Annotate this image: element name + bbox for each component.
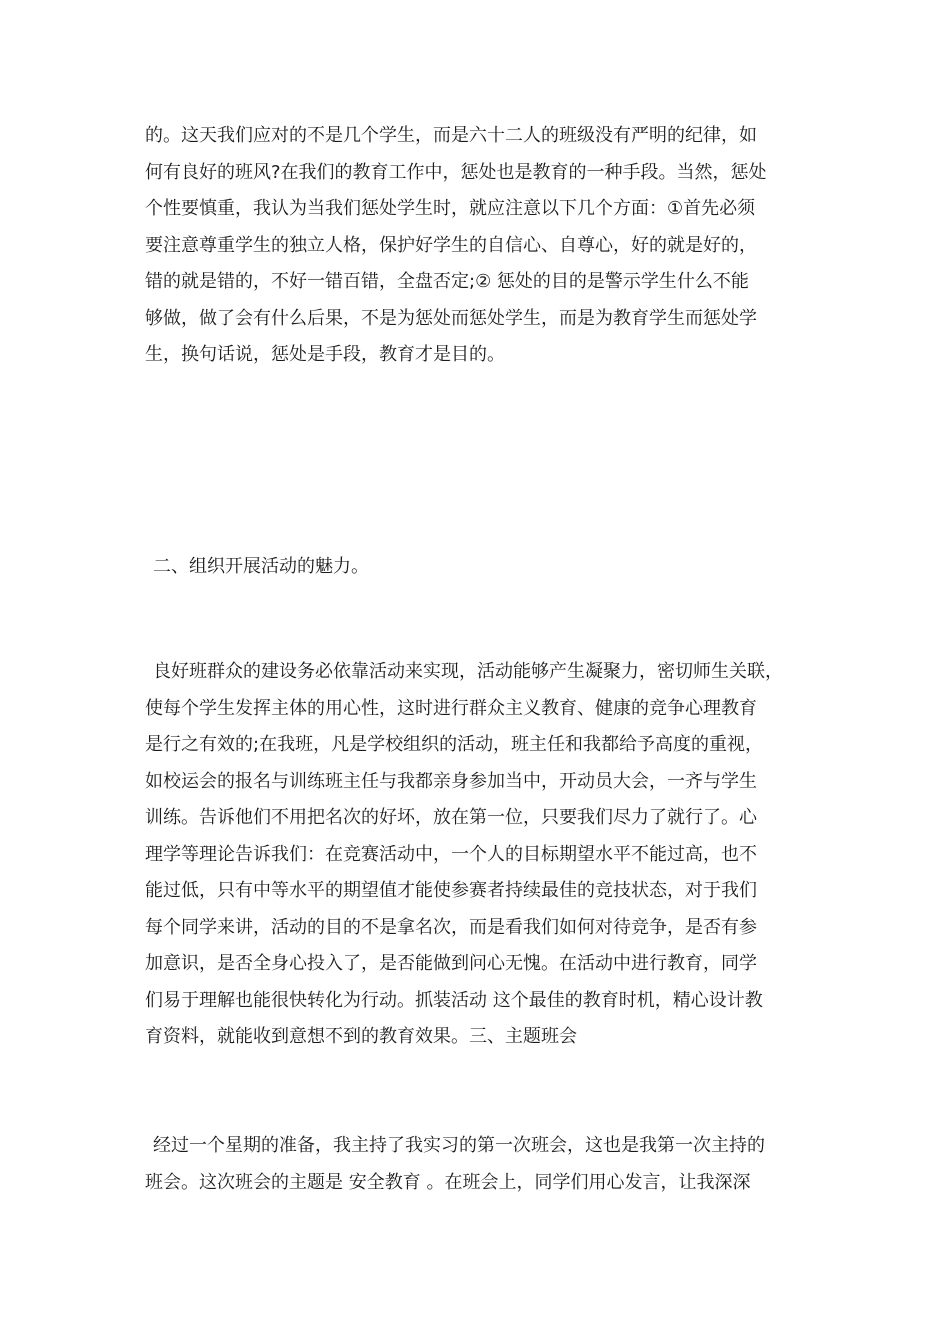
text-line: 班会。这次班会的主题是 安全教育 。在班会上，同学们用心发言，让我深深 [145,1171,751,1193]
text-line: 加意识，是否全身心投入了，是否能做到问心无愧。在活动中进行教育，同学 [145,953,757,974]
text-line: 理学等理论告诉我们：在竞赛活动中，一个人的目标期望水平不能过高，也不 [145,843,757,865]
text-line: 错的就是错的，不好一错百错，全盘否定;② 惩处的目的是警示学生什么不能 [145,271,749,292]
text-line: 经过一个星期的准备，我主持了我实习的第一次班会，这也是我第一次主持的 [153,1135,765,1156]
text-line: 够做，做了会有什么后果，不是为惩处而惩处学生，而是为教育学生而惩处学 [145,307,757,329]
text-line: 们易于理解也能很快转化为行动。抓装活动 这个最佳的教育时机，精心设计教 [145,989,763,1011]
text-line: 何有良好的班风?在我们的教育工作中，惩处也是教育的一种手段。当然，惩处 [145,161,767,183]
text-line: 如校运会的报名与训练班主任与我都亲身参加当中，开动员大会，一齐与学生 [145,770,757,792]
section-heading-text: 二、组织开展活动的魅力。 [153,556,369,577]
text-line: 训练。告诉他们不用把名次的好坏，放在第一位，只要我们尽力了就行了。心 [145,807,757,828]
text-line: 个性要慎重，我认为当我们惩处学生时，就应注意以下几个方面：①首先必须 [145,198,756,219]
text-line: 能过低，只有中等水平的期望值才能使参赛者持续最佳的竞技状态，对于我们 [145,880,757,901]
section-heading-activities [145,549,825,586]
text-line: 是行之有效的;在我班，凡是学校组织的活动，班主任和我都给予高度的重视， [145,734,764,755]
paragraph-class-meeting [145,1128,825,1201]
text-line: 生，换句话说，惩处是手段，教育才是目的。 [145,344,505,365]
text-line: 使每个学生发挥主体的用心性，这时进行群众主义教育、健康的竞争心理教育 [145,697,757,719]
paragraph-discipline [145,118,825,374]
text-line: 每个同学来讲，活动的目的不是拿名次，而是看我们如何对待竞争，是否有参 [145,916,757,938]
paragraph-activities [145,654,825,1056]
text-line: 的。这天我们应对的不是几个学生，而是六十二人的班级没有严明的纪律，如 [145,125,757,146]
text-line: 育资料，就能收到意想不到的教育效果。三、主题班会 [145,1026,577,1047]
text-line: 要注意尊重学生的独立人格，保护好学生的自信心、自尊心，好的就是好的， [145,234,757,256]
text-line: 良好班群众的建设务必依靠活动来实现，活动能够产生凝聚力，密切师生关联， [153,661,783,682]
